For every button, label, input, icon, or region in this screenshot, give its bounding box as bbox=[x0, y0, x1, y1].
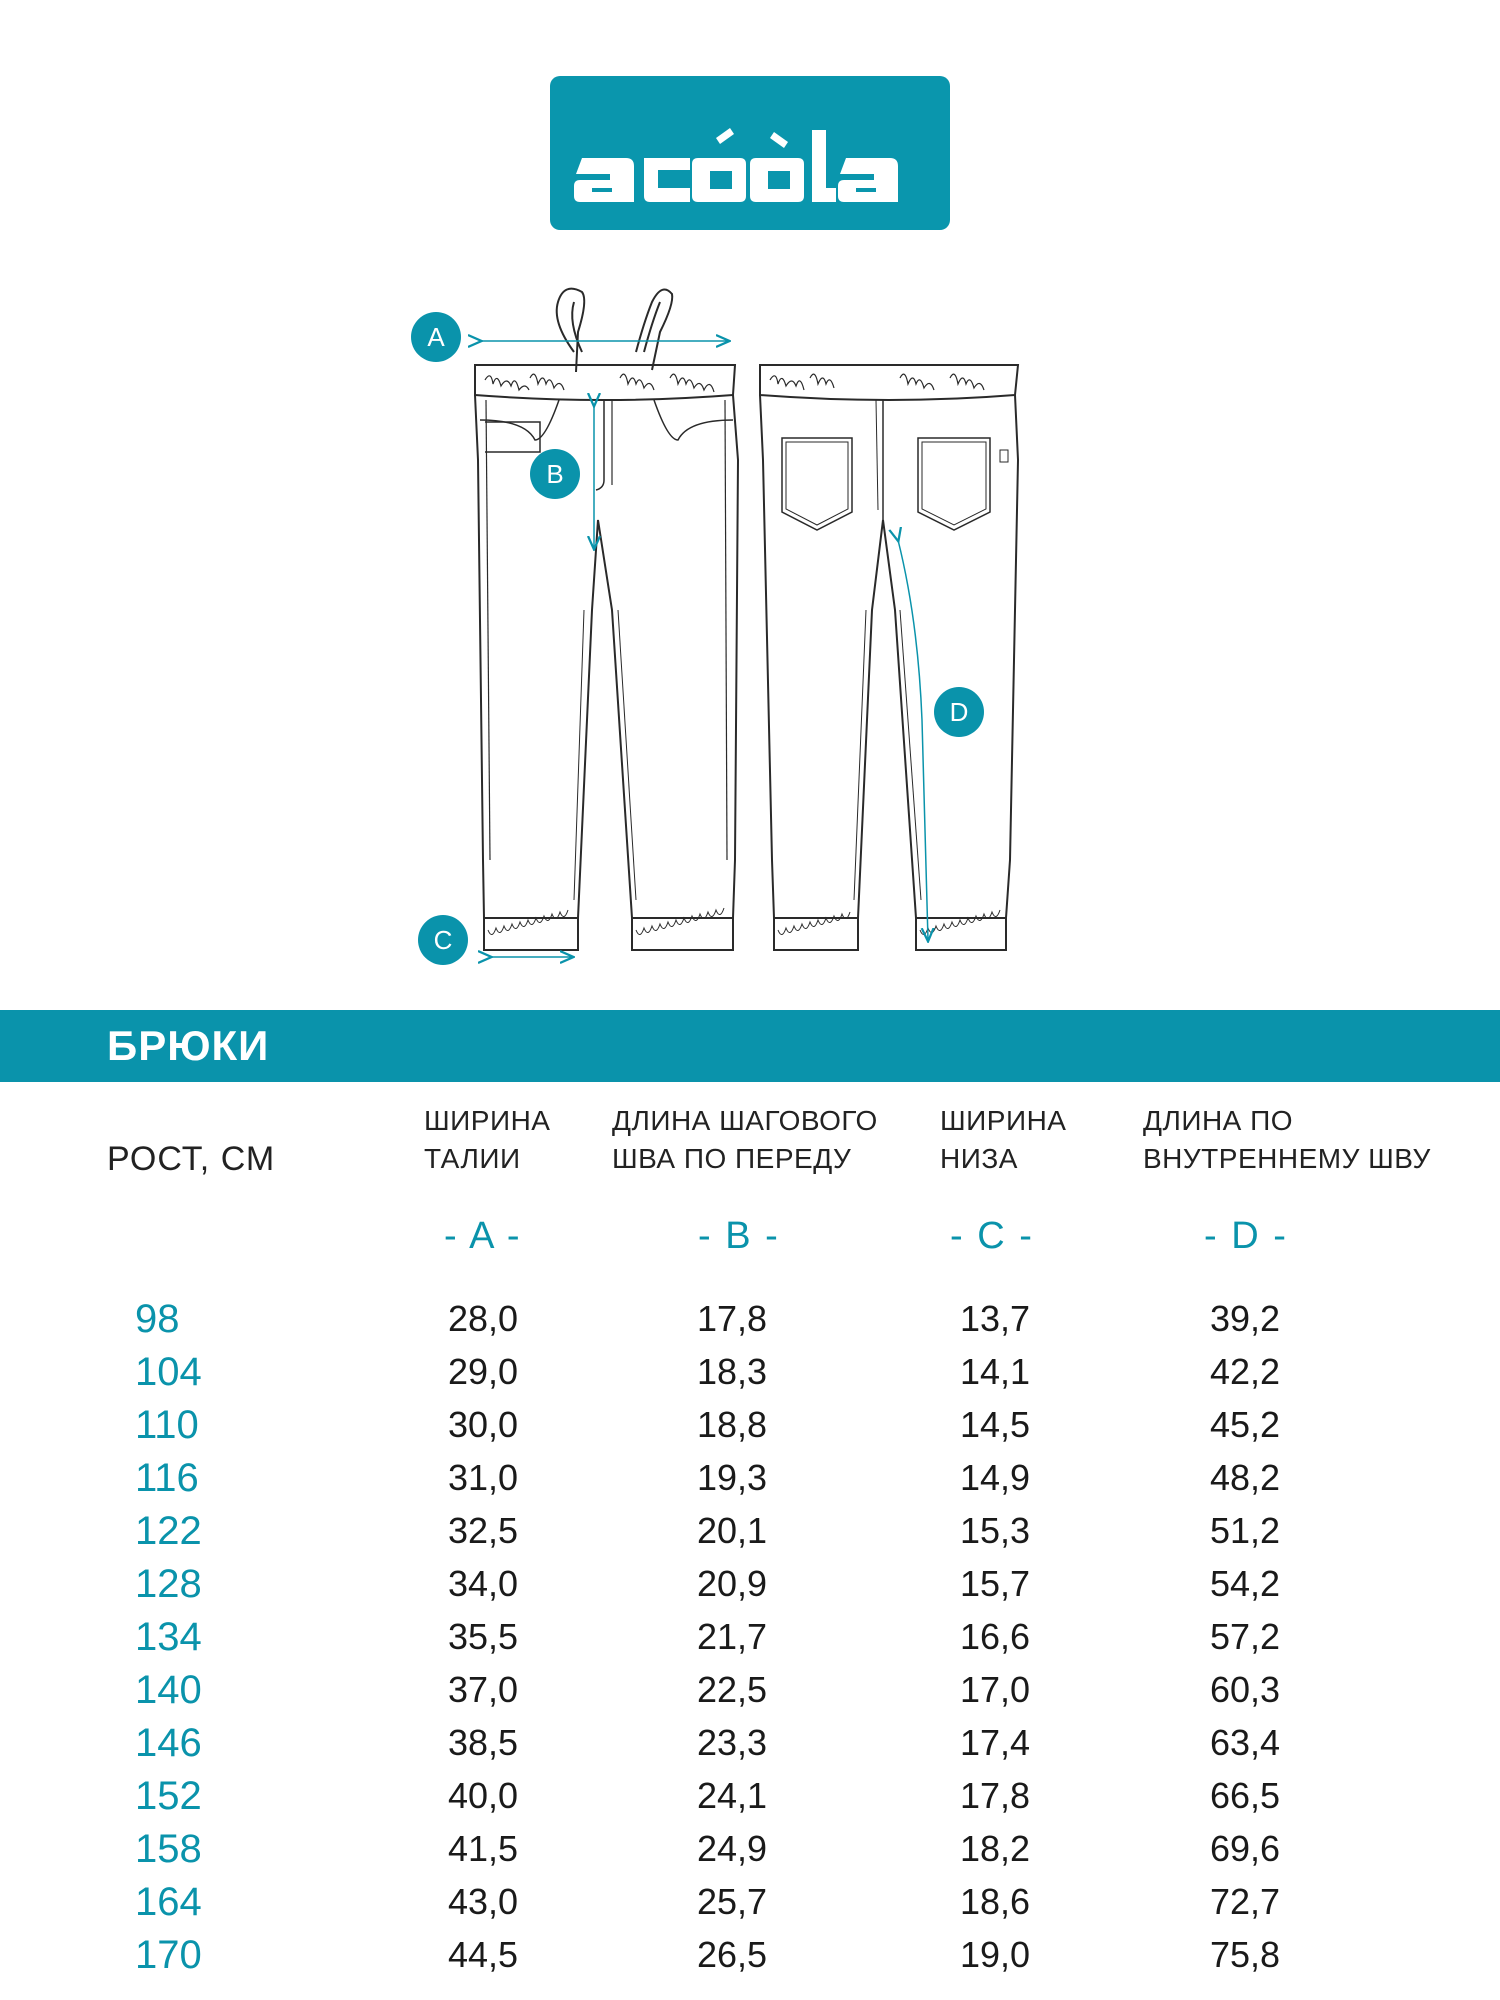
value-b: 20,9 bbox=[697, 1563, 768, 1604]
size-cell: 146 bbox=[135, 1721, 202, 1765]
column-header-line: ДЛИНА ПО bbox=[1143, 1105, 1294, 1136]
value-c: 14,9 bbox=[960, 1457, 1031, 1498]
value-a: 41,5 bbox=[448, 1828, 519, 1869]
size-cell: 104 bbox=[135, 1350, 202, 1394]
value-b: 23,3 bbox=[697, 1722, 768, 1763]
table-row bbox=[0, 1664, 1500, 1717]
column-code-a: - A - bbox=[444, 1215, 522, 1257]
value-c: 13,7 bbox=[960, 1298, 1031, 1339]
value-c: 19,0 bbox=[960, 1934, 1031, 1975]
value-d: 69,6 bbox=[1210, 1828, 1281, 1869]
table-row bbox=[0, 1770, 1500, 1823]
column-header-line: ТАЛИИ bbox=[424, 1143, 521, 1174]
svg-text:B: B bbox=[546, 459, 564, 489]
value-b: 25,7 bbox=[697, 1881, 768, 1922]
value-b: 19,3 bbox=[697, 1457, 768, 1498]
column-header-c bbox=[940, 1102, 1066, 1178]
svg-text:A: A bbox=[427, 322, 445, 352]
size-cell: 110 bbox=[135, 1403, 199, 1447]
value-a: 30,0 bbox=[448, 1404, 519, 1445]
column-code-b: - B - bbox=[698, 1215, 780, 1257]
table-row bbox=[0, 1717, 1500, 1770]
value-d: 63,4 bbox=[1210, 1722, 1281, 1763]
value-d: 60,3 bbox=[1210, 1669, 1281, 1710]
brand-logo bbox=[550, 76, 950, 230]
front-view bbox=[475, 289, 738, 950]
marker-d bbox=[934, 687, 984, 737]
value-c: 17,8 bbox=[960, 1775, 1031, 1816]
value-d: 39,2 bbox=[1210, 1298, 1281, 1339]
value-d: 45,2 bbox=[1210, 1404, 1281, 1445]
value-a: 37,0 bbox=[448, 1669, 519, 1710]
size-cell: 116 bbox=[135, 1456, 199, 1500]
column-header-line: ШВА ПО ПЕРЕДУ bbox=[612, 1143, 852, 1174]
column-header-line: ШИРИНА bbox=[424, 1105, 551, 1136]
value-d: 75,8 bbox=[1210, 1934, 1281, 1975]
value-d: 72,7 bbox=[1210, 1881, 1281, 1922]
section-title: БРЮКИ bbox=[107, 1022, 270, 1069]
marker-c bbox=[418, 915, 468, 965]
size-cell: 140 bbox=[135, 1668, 202, 1712]
value-a: 31,0 bbox=[448, 1457, 519, 1498]
value-a: 43,0 bbox=[448, 1881, 519, 1922]
value-a: 28,0 bbox=[448, 1298, 519, 1339]
size-table-body bbox=[0, 1293, 1500, 1982]
value-c: 15,7 bbox=[960, 1563, 1031, 1604]
column-header-b bbox=[612, 1102, 878, 1178]
table-row bbox=[0, 1346, 1500, 1399]
value-a: 34,0 bbox=[448, 1563, 519, 1604]
column-header-line: ВНУТРЕННЕМУ ШВУ bbox=[1143, 1143, 1431, 1174]
value-a: 32,5 bbox=[448, 1510, 519, 1551]
svg-text:D: D bbox=[949, 697, 969, 727]
value-d: 42,2 bbox=[1210, 1351, 1281, 1392]
table-row bbox=[0, 1505, 1500, 1558]
value-b: 21,7 bbox=[697, 1616, 768, 1657]
table-row bbox=[0, 1611, 1500, 1664]
table-row bbox=[0, 1876, 1500, 1929]
column-code-d: - D - bbox=[1204, 1215, 1288, 1257]
table-row bbox=[0, 1823, 1500, 1876]
value-b: 20,1 bbox=[697, 1510, 768, 1551]
value-c: 18,2 bbox=[960, 1828, 1031, 1869]
size-cell: 164 bbox=[135, 1880, 202, 1924]
table-row bbox=[0, 1293, 1500, 1346]
value-a: 40,0 bbox=[448, 1775, 519, 1816]
section-banner bbox=[0, 1010, 1500, 1082]
marker-b bbox=[530, 449, 580, 499]
table-row bbox=[0, 1929, 1500, 1982]
value-a: 44,5 bbox=[448, 1934, 519, 1975]
value-a: 35,5 bbox=[448, 1616, 519, 1657]
value-b: 17,8 bbox=[697, 1298, 768, 1339]
value-d: 57,2 bbox=[1210, 1616, 1281, 1657]
value-c: 16,6 bbox=[960, 1616, 1031, 1657]
value-b: 18,3 bbox=[697, 1351, 768, 1392]
size-cell: 122 bbox=[135, 1509, 202, 1553]
value-d: 51,2 bbox=[1210, 1510, 1281, 1551]
column-code-c: - C - bbox=[950, 1215, 1034, 1257]
value-a: 38,5 bbox=[448, 1722, 519, 1763]
column-header-line: ШИРИНА bbox=[940, 1105, 1067, 1136]
value-b: 24,1 bbox=[697, 1775, 768, 1816]
value-b: 24,9 bbox=[697, 1828, 768, 1869]
size-cell: 134 bbox=[135, 1615, 202, 1659]
size-cell: 98 bbox=[135, 1297, 180, 1341]
value-b: 26,5 bbox=[697, 1934, 768, 1975]
column-header-line: ДЛИНА ШАГОВОГО bbox=[612, 1105, 878, 1136]
value-b: 22,5 bbox=[697, 1669, 768, 1710]
table-row bbox=[0, 1558, 1500, 1611]
value-d: 66,5 bbox=[1210, 1775, 1281, 1816]
size-cell: 128 bbox=[135, 1562, 202, 1606]
column-header-line: НИЗА bbox=[940, 1143, 1018, 1174]
value-c: 18,6 bbox=[960, 1881, 1031, 1922]
svg-text:C: C bbox=[433, 925, 453, 955]
value-d: 48,2 bbox=[1210, 1457, 1281, 1498]
column-header-a bbox=[424, 1102, 550, 1178]
table-row bbox=[0, 1399, 1500, 1452]
size-cell: 152 bbox=[135, 1774, 202, 1818]
size-cell: 158 bbox=[135, 1827, 202, 1871]
row-header: РОСТ, СМ bbox=[107, 1140, 276, 1178]
table-row bbox=[0, 1452, 1500, 1505]
value-c: 15,3 bbox=[960, 1510, 1031, 1551]
value-c: 17,0 bbox=[960, 1669, 1031, 1710]
value-d: 54,2 bbox=[1210, 1563, 1281, 1604]
value-a: 29,0 bbox=[448, 1351, 519, 1392]
value-c: 17,4 bbox=[960, 1722, 1031, 1763]
value-b: 18,8 bbox=[697, 1404, 768, 1445]
pants-measurement-diagram bbox=[0, 260, 1500, 980]
column-header-d bbox=[1143, 1102, 1431, 1178]
marker-a bbox=[411, 312, 461, 362]
back-view bbox=[760, 365, 1018, 950]
size-cell: 170 bbox=[135, 1933, 202, 1977]
value-c: 14,5 bbox=[960, 1404, 1031, 1445]
logo-wordmark-graphic bbox=[550, 76, 950, 230]
value-c: 14,1 bbox=[960, 1351, 1031, 1392]
